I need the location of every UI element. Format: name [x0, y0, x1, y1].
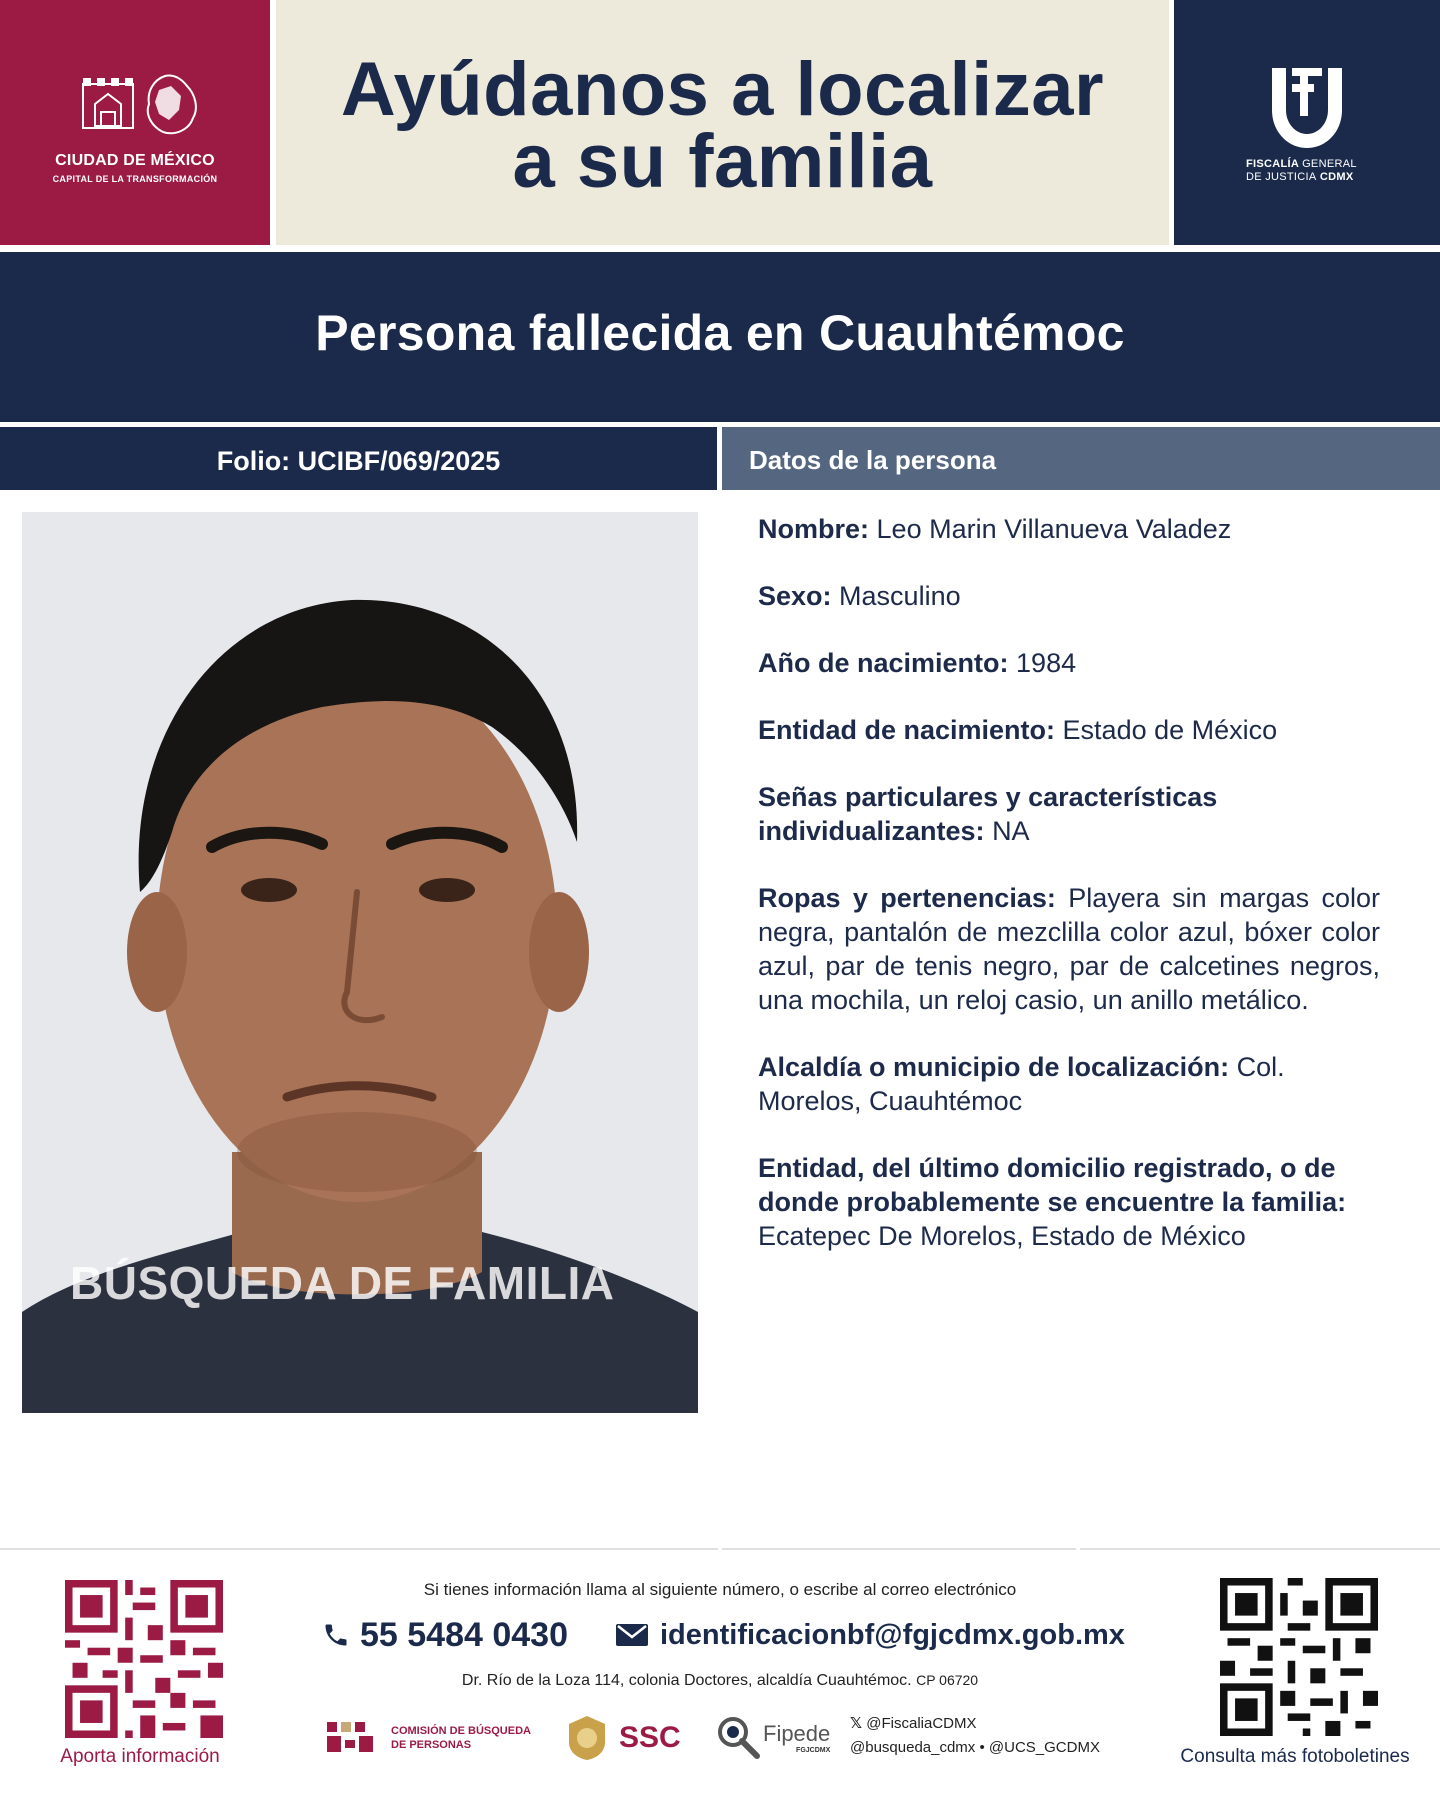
folio-bar: [0, 427, 717, 490]
phone-row[interactable]: [322, 1612, 568, 1658]
comision-line-1: COMISIÓN DE BÚSQUEDA: [391, 1725, 531, 1737]
folio-number: Folio: UCIBF/069/2025: [216, 446, 501, 476]
postal-code: CP 06720: [916, 1672, 979, 1688]
email-link[interactable]: identificacionbf@fgjcdmx.gob.mx: [660, 1618, 1125, 1651]
fgj-logo-block: [1174, 0, 1440, 245]
field-ropas: [758, 881, 1380, 1017]
social-handles: [850, 1712, 1100, 1760]
qr-code-icon[interactable]: [65, 1580, 223, 1738]
footer-divider: [722, 1548, 1076, 1550]
qr-left-caption: Aporta información: [60, 1746, 220, 1767]
field-sexo: [758, 579, 1380, 613]
cdmx-logo-block: [0, 0, 270, 245]
person-photo: [22, 512, 698, 1413]
partner-logos: [325, 1708, 1125, 1768]
phone-number[interactable]: 55 5484 0430: [360, 1615, 568, 1654]
field-anio-nacimiento: [758, 646, 1380, 680]
subtitle-band: [0, 252, 1440, 422]
field-label: Señas particulares y características individualizantes:: [758, 782, 1218, 846]
comision-line-2: DE PERSONAS: [391, 1739, 472, 1751]
field-value: 1984: [1016, 648, 1077, 678]
fipede-logo: [715, 1714, 830, 1760]
field-value: Masculino: [839, 581, 961, 611]
fgj-shield-icon: [1262, 60, 1352, 160]
x-logo-icon: 𝕏: [850, 1715, 863, 1732]
qr-right-caption: Consulta más fotoboletines: [1180, 1746, 1410, 1767]
email-row[interactable]: [616, 1612, 1125, 1658]
fgj-name: [1246, 158, 1357, 184]
datos-header-bar: [722, 427, 1440, 490]
social-handles-line2[interactable]: @busqueda_cdmx • @UCS_GCDMX: [850, 1739, 1100, 1756]
field-senas: [758, 780, 1380, 848]
field-value: NA: [992, 816, 1030, 846]
field-value: Ecatepec De Morelos, Estado de México: [758, 1221, 1246, 1251]
field-label: Entidad de nacimiento:: [758, 715, 1056, 745]
address: [310, 1672, 1130, 1690]
field-label: Nombre:: [758, 514, 870, 544]
field-nombre: [758, 512, 1380, 546]
cdmx-tagline: CAPITAL DE LA TRANSFORMACIÓN: [52, 174, 218, 184]
footer-divider: [0, 1548, 718, 1550]
cdmx-coat-of-arms-icon: [75, 70, 205, 140]
field-alcaldia: [758, 1050, 1380, 1118]
fgj-name2-light: DE JUSTICIA: [1246, 171, 1317, 183]
field-label: Año de nacimiento:: [758, 648, 1009, 678]
fgj-name-bold: FISCALÍA: [1246, 158, 1299, 170]
footer-divider: [1080, 1548, 1440, 1550]
field-label: Sexo:: [758, 581, 832, 611]
subtitle: Persona fallecida en Cuauhtémoc: [315, 305, 1125, 361]
field-value: Estado de México: [1062, 715, 1278, 745]
social-x-handle[interactable]: @FiscaliaCDMX: [866, 1715, 977, 1732]
field-value: Leo Marin Villanueva Valadez: [876, 514, 1232, 544]
ssc-label: SSC: [619, 1721, 681, 1754]
mail-icon: [616, 1624, 648, 1646]
comision-logo-icon: [325, 1720, 379, 1756]
phone-icon: [322, 1620, 350, 1650]
field-value: Col. Morelos, Cuauhtémoc: [758, 1052, 1285, 1116]
magnifier-icon: [715, 1714, 761, 1760]
page-title-line-1: Ayúdanos a localizar: [340, 47, 1105, 132]
field-label: Entidad, del último domicilio registrado, o de donde probablemente se encuentre la familia:: [758, 1153, 1347, 1217]
cdmx-name: CIUDAD DE MÉXICO: [55, 152, 215, 169]
address-text: Dr. Río de la Loza 114, colonia Doctores, alcaldía Cuauhtémoc.: [461, 1672, 912, 1689]
field-ultimo-domicilio: [758, 1151, 1380, 1253]
field-entidad-nacimiento: [758, 713, 1380, 747]
fgj-name-light: GENERAL: [1302, 158, 1357, 170]
fipede-label: Fipede: [763, 1720, 831, 1746]
field-label: Ropas y pertenencias:: [758, 883, 1056, 913]
photo-watermark: BÚSQUEDA DE FAMILIA: [70, 1257, 615, 1309]
title-block: [276, 0, 1169, 245]
comision-busqueda-logo: [325, 1720, 531, 1756]
field-value: Playera sin margas color negra, pantalón de mezclilla color azul, bóxer color azul, par de tenis negro, par de calcetines negros, una mochila, un reloj casio, un anillo metálico.: [758, 883, 1380, 1015]
datos-header: Datos de la persona: [749, 445, 997, 475]
fgj-name2-bold: CDMX: [1319, 171, 1354, 183]
person-details: [758, 512, 1380, 1286]
contact-note: Si tienes información llama al siguiente número, o escribe al correo electrónico: [423, 1580, 1017, 1599]
ssc-logo: [565, 1714, 681, 1762]
header: [0, 0, 1440, 245]
qr-code-icon[interactable]: [1220, 1578, 1378, 1736]
field-label: Alcaldía o municipio de localización:: [758, 1052, 1230, 1082]
fipede-sub: FGJCDMX: [796, 1746, 831, 1754]
page-title-line-2: a su familia: [512, 119, 933, 204]
ssc-badge-icon: [565, 1714, 609, 1762]
